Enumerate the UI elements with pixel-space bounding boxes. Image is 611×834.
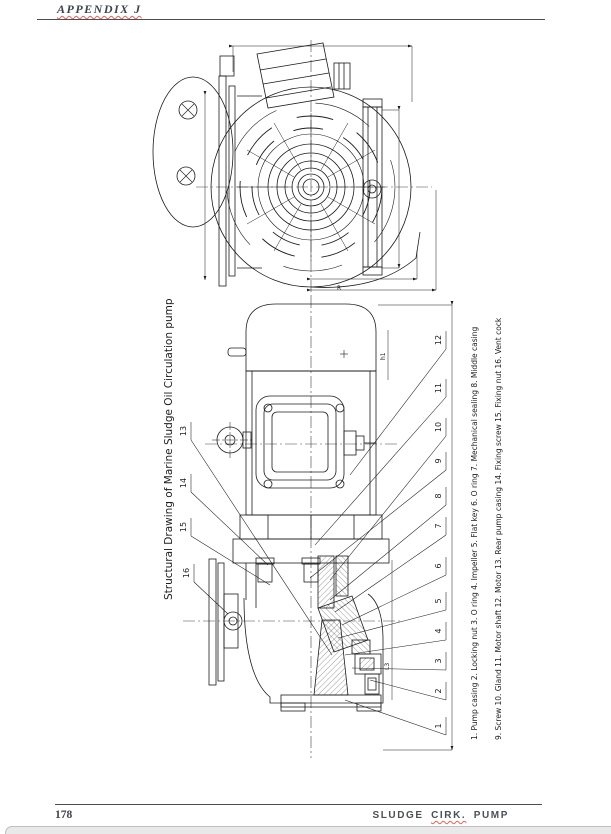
pump-section-view bbox=[183, 296, 452, 758]
running-title bbox=[300, 810, 509, 821]
footer-rule bbox=[55, 804, 542, 805]
motor-body bbox=[228, 304, 376, 515]
callout-number: 15 bbox=[179, 521, 188, 533]
callout-number: 8 bbox=[434, 493, 443, 499]
callout-numbers-left bbox=[179, 426, 191, 578]
pump-casing-section bbox=[244, 556, 383, 711]
callout-number: 11 bbox=[434, 382, 443, 394]
callout-number: 14 bbox=[179, 477, 188, 489]
callout-number: 12 bbox=[434, 334, 443, 346]
pump-end-view bbox=[153, 40, 436, 296]
callout-number: 3 bbox=[434, 658, 443, 664]
figure-caption-line-2: 9. Screw 10. Gland 11. Motor shaft 12. Motor 13. Rear pump casing 14. Fixing screw 15. Fixing nut 16. Vent cock bbox=[494, 317, 503, 740]
callout-number: 1 bbox=[434, 723, 443, 729]
figure-caption-line-1: 1. Pump casing 2. Locking nut 3. O ring 4. Impeller 5. Flat key 6. O ring 7. Mechanical sealing 8. Middle casing bbox=[470, 326, 479, 740]
callout-number: 9 bbox=[434, 458, 443, 464]
centerlines-section-view bbox=[183, 296, 400, 758]
dimension-lines-top-view bbox=[205, 46, 436, 290]
callout-number: 2 bbox=[434, 688, 443, 694]
running-title-prefix: SLUDGE bbox=[372, 810, 432, 821]
callout-number: 5 bbox=[434, 598, 443, 604]
pipe-flange-ellipse bbox=[153, 77, 233, 227]
running-title-suffix: PUMP bbox=[466, 810, 509, 821]
page-number: 178 bbox=[55, 809, 73, 821]
callout-number: 6 bbox=[434, 563, 443, 569]
appendix-heading: APPENDIX J bbox=[57, 2, 142, 16]
dim-label-h1: h1 bbox=[380, 352, 387, 360]
running-title-marked-word: CIRK. bbox=[431, 810, 467, 821]
suction-flange-section bbox=[209, 559, 242, 685]
callout-number: 7 bbox=[434, 523, 443, 529]
dim-label-r: R bbox=[337, 285, 342, 292]
terminal-box-front bbox=[256, 396, 376, 488]
dim-label-l3: L3 bbox=[384, 662, 391, 670]
figure-title-vertical: Structural Drawing of Marine Sludge Oil Circulation pump bbox=[163, 298, 175, 600]
suction-flange-top-view bbox=[219, 56, 262, 286]
callout-number: 10 bbox=[434, 421, 443, 433]
terminal-box-top-view bbox=[257, 43, 350, 108]
callout-number: 4 bbox=[434, 628, 443, 634]
callout-number: 16 bbox=[182, 567, 191, 579]
callout-number: 13 bbox=[179, 425, 188, 437]
